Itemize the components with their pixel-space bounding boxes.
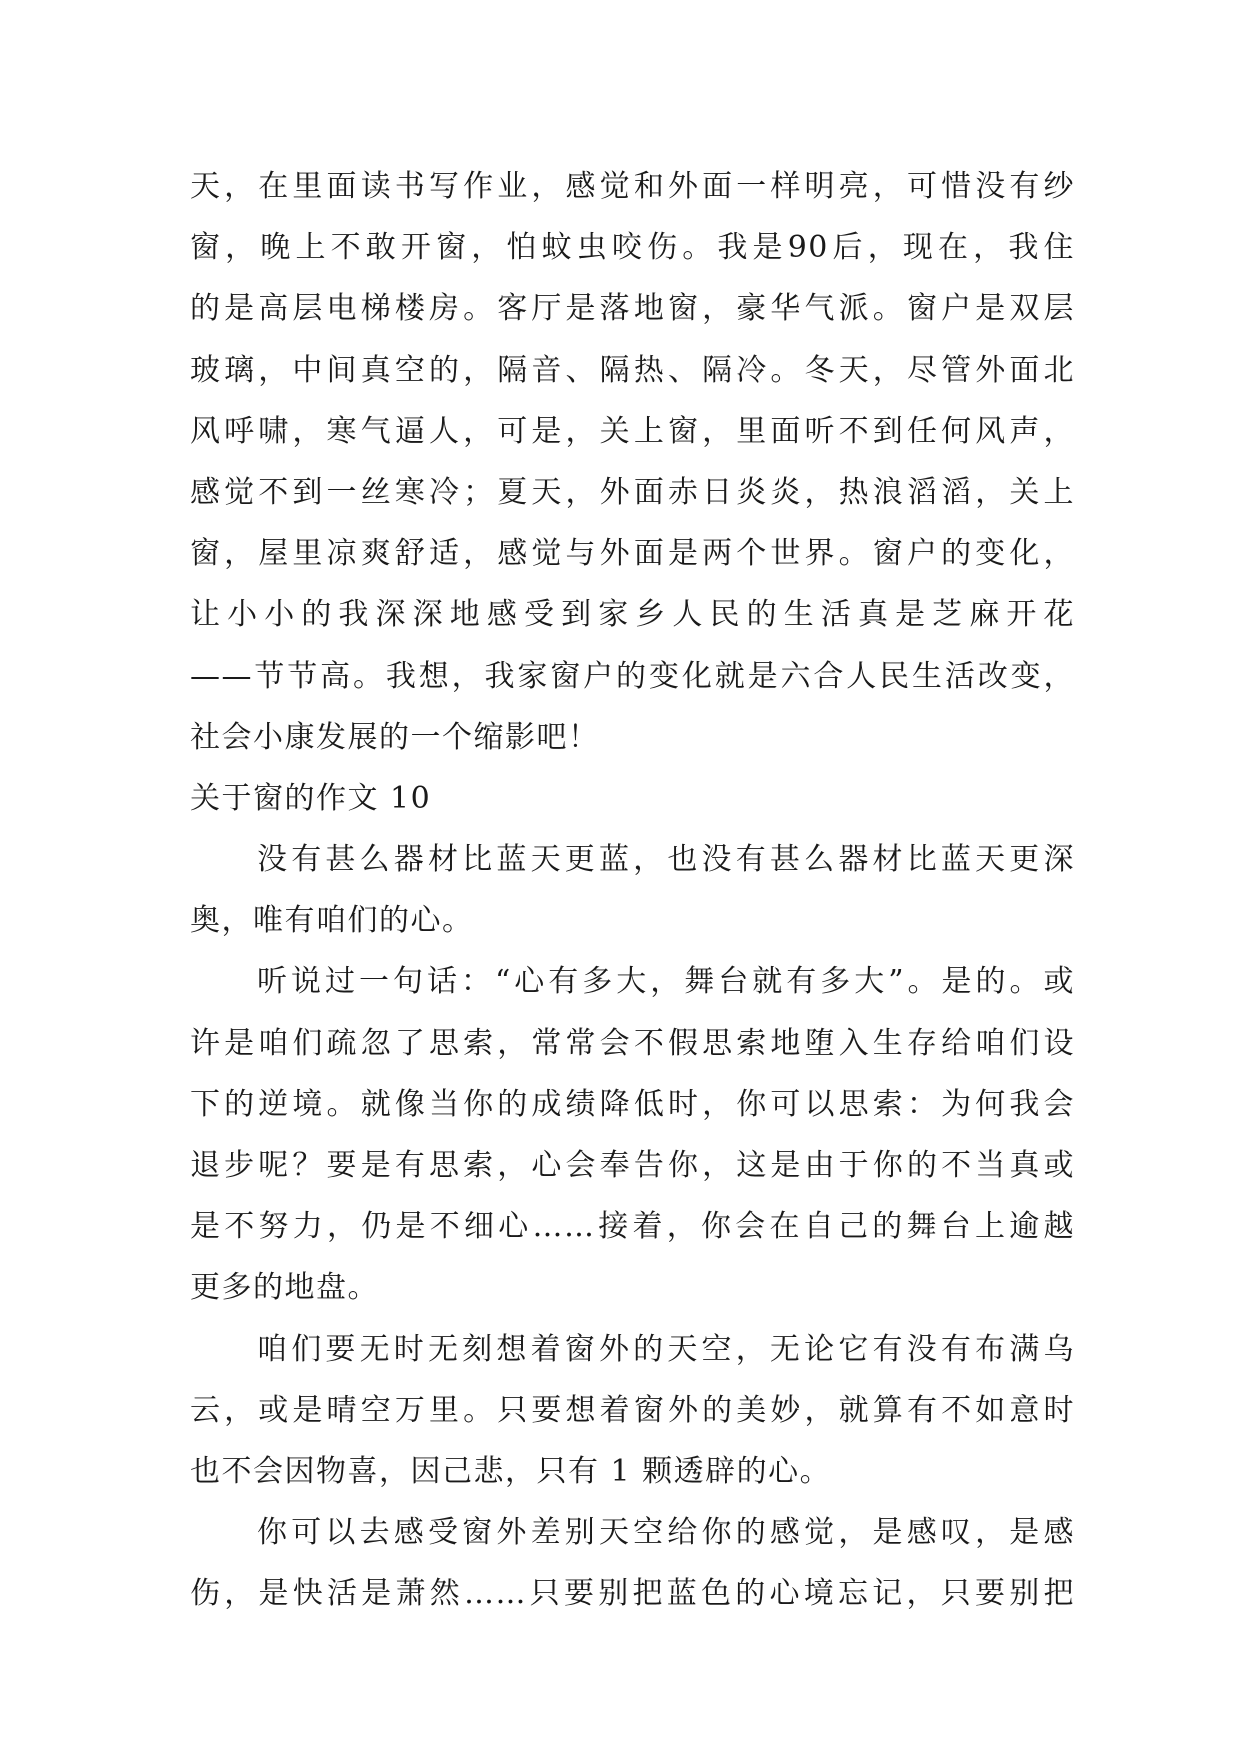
text-line: 也不会因物喜，因己悲，只有 1 颗透辟的心。 xyxy=(190,1453,832,1489)
document-body xyxy=(190,156,1075,1625)
text-line: 下的逆境。就像当你的成绩降低时，你可以思索：为何我会 xyxy=(190,1086,1075,1122)
text-line: 感觉不到一丝寒冷；夏天，外面赤日炎炎，热浪滔滔，关上 xyxy=(190,474,1075,510)
text-line: 窗，晚上不敢开窗，怕蚊虫咬伤。我是90后，现在，我住 xyxy=(190,230,1075,266)
text-line: 云，或是晴空万里。只要想着窗外的美妙，就算有不如意时 xyxy=(190,1392,1075,1428)
text-line: 是不努力，仍是不细心……接着，你会在自己的舞台上逾越 xyxy=(190,1209,1075,1245)
text-line: 的是高层电梯楼房。客厅是落地窗，豪华气派。窗户是双层 xyxy=(190,291,1075,327)
paragraph-first-line: 咱们要无时无刻想着窗外的天空，无论它有没有布满乌 xyxy=(257,1331,1075,1367)
text-line: 更多的地盘。 xyxy=(190,1270,379,1306)
text-line: 玻璃，中间真空的，隔音、隔热、隔冷。冬天，尽管外面北 xyxy=(190,352,1075,388)
section-title: 关于窗的作文 10 xyxy=(190,780,432,816)
paragraph-first-line: 听说过一句话：“心有多大，舞台就有多大”。是的。或 xyxy=(257,964,1075,1000)
text-line: 天，在里面读书写作业，感觉和外面一样明亮，可惜没有纱 xyxy=(190,169,1075,204)
paragraph-first-line: 你可以去感受窗外差别天空给你的感觉，是感叹，是感 xyxy=(257,1515,1075,1551)
paragraph-first-line: 没有甚么器材比蓝天更蓝，也没有甚么器材比蓝天更深 xyxy=(257,842,1075,878)
text-line: 奥，唯有咱们的心。 xyxy=(190,903,474,939)
text-line: 伤，是快活是萧然……只要别把蓝色的心境忘记，只要别把 xyxy=(190,1576,1075,1612)
text-line: ——节节高。我想，我家窗户的变化就是六合人民生活改变， xyxy=(190,658,1075,694)
text-line: 许是咱们疏忽了思索，常常会不假思索地堕入生存给咱们设 xyxy=(190,1025,1075,1061)
text-line: 窗，屋里凉爽舒适，感觉与外面是两个世界。窗户的变化， xyxy=(190,536,1075,572)
text-line: 风呼啸，寒气逼人，可是，关上窗，里面听不到任何风声， xyxy=(190,413,1075,449)
text-line: 退步呢？要是有思索，心会奉告你，这是由于你的不当真或 xyxy=(190,1148,1075,1183)
text-line: 让小小的我深深地感受到家乡人民的生活真是芝麻开花 xyxy=(190,597,1075,633)
text-line: 社会小康发展的一个缩影吧！ xyxy=(190,719,600,755)
